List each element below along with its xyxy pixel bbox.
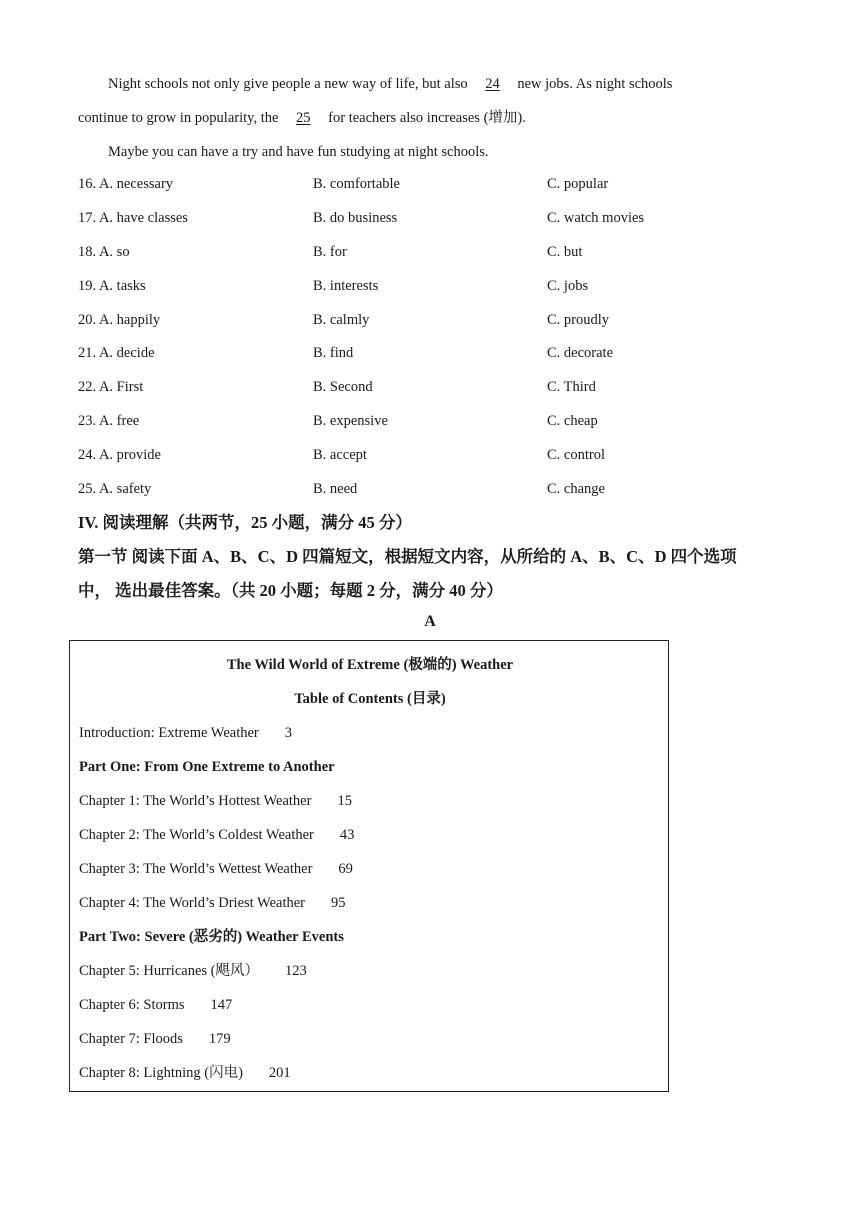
option-row — [78, 174, 778, 208]
toc-entry — [79, 791, 352, 811]
option-a: 25. A. safety — [78, 481, 152, 498]
toc-entry-page: 43 — [339, 827, 355, 843]
option-row — [78, 343, 778, 377]
option-b: B. need — [313, 481, 358, 498]
option-b: B. accept — [313, 447, 367, 464]
toc-entry-page: 3 — [284, 725, 292, 741]
toc-entry-label: Part Two: Severe (恶劣的) Weather Events — [79, 929, 344, 945]
section-instruction-line-2: 中， 选出最佳答案。（共 20 小题；每题 2 分，满分 40 分） — [78, 581, 503, 600]
toc-entry-label: Introduction: Extreme Weather — [79, 725, 259, 741]
passage-line-1 — [108, 74, 808, 94]
toc-entry-page: 147 — [210, 997, 233, 1013]
option-a: 19. A. tasks — [78, 277, 146, 294]
option-a: 20. A. happily — [78, 311, 161, 328]
toc-entry — [79, 723, 292, 743]
toc-part-heading — [79, 757, 335, 777]
option-a: 21. A. decide — [78, 345, 155, 362]
toc-entry-label: Chapter 6: Storms — [79, 997, 185, 1013]
toc-entry — [79, 1063, 291, 1083]
passage-text: continue to grow in popularity, the — [78, 110, 279, 126]
table-of-contents-box — [69, 640, 669, 1092]
toc-entry — [79, 859, 353, 879]
option-row — [78, 445, 778, 479]
option-c: C. decorate — [547, 345, 614, 362]
option-c: C. change — [547, 481, 605, 498]
option-b: B. comfortable — [313, 176, 400, 192]
option-a: 22. A. First — [78, 379, 144, 396]
section-instruction-line-1: 第一节 阅读下面 A、B、C、D 四篇短文，根据短文内容，从所给的 A、B、C、D 四个选项 — [78, 547, 737, 566]
option-b: B. calmly — [313, 311, 370, 328]
blank-24: 24 — [485, 76, 500, 92]
toc-entry — [79, 995, 232, 1015]
option-b: B. Second — [313, 379, 373, 396]
option-c: C. Third — [547, 379, 596, 396]
toc-entry-page: 15 — [337, 793, 352, 809]
toc-heading: Table of Contents (目录) — [294, 691, 446, 707]
option-row — [78, 411, 778, 445]
option-b: B. do business — [313, 209, 398, 226]
option-row — [78, 276, 778, 310]
toc-entry — [79, 893, 346, 913]
option-a: 23. A. free — [78, 413, 140, 430]
option-b: B. expensive — [313, 413, 388, 430]
toc-entry — [79, 961, 307, 981]
blank-25: 25 — [296, 110, 311, 126]
toc-entry-page: 69 — [338, 861, 353, 877]
passage-letter: A — [424, 613, 436, 630]
passage-line-3: Maybe you can have a try and have fun studying at night schools. — [108, 144, 489, 160]
option-a: 24. A. provide — [78, 447, 161, 464]
toc-entry-label: Chapter 8: Lightning (闪电) — [79, 1065, 243, 1081]
toc-entry-label: Chapter 1: The World’s Hottest Weather — [79, 793, 312, 809]
option-a: 16. A. necessary — [78, 176, 174, 192]
options-list — [78, 174, 778, 513]
toc-entry-label: Part One: From One Extreme to Another — [79, 759, 335, 775]
option-row — [78, 377, 778, 411]
option-row — [78, 242, 778, 276]
toc-entry-label: Chapter 5: Hurricanes (飓风） — [79, 963, 259, 979]
toc-entry-label: Chapter 7: Floods — [79, 1031, 183, 1047]
passage-text: for teachers also increases (增加). — [328, 110, 526, 126]
option-b: B. interests — [313, 277, 379, 294]
toc-entry-page: 95 — [331, 895, 346, 911]
toc-entry-label: Chapter 4: The World’s Driest Weather — [79, 895, 305, 911]
passage-text: new jobs. As night schools — [517, 76, 673, 92]
option-c: C. control — [547, 447, 605, 464]
option-c: C. but — [547, 243, 583, 260]
option-c: C. proudly — [547, 311, 610, 328]
option-c: C. watch movies — [547, 209, 645, 226]
option-c: C. popular — [547, 176, 609, 192]
option-b: B. find — [313, 345, 354, 362]
toc-entry — [79, 1029, 231, 1049]
option-row — [78, 208, 778, 242]
option-b: B. for — [313, 243, 347, 260]
option-row — [78, 310, 778, 344]
option-c: C. cheap — [547, 413, 598, 430]
toc-entry-page: 201 — [268, 1065, 291, 1081]
option-a: 18. A. so — [78, 243, 130, 260]
passage-text: Night schools not only give people a new way of life, but also — [108, 76, 468, 92]
section-title: IV. 阅读理解（共两节，25 小题，满分 45 分） — [78, 513, 412, 532]
toc-part-heading — [79, 927, 344, 947]
toc-entry-page: 179 — [208, 1031, 231, 1047]
toc-entry-page: 123 — [285, 963, 307, 979]
book-title: The Wild World of Extreme (极端的) Weather — [226, 657, 514, 673]
passage-line-2 — [78, 108, 778, 128]
toc-entry-label: Chapter 2: The World’s Coldest Weather — [79, 827, 314, 843]
option-row — [78, 479, 778, 513]
toc-entry — [79, 825, 354, 845]
toc-entry-label: Chapter 3: The World’s Wettest Weather — [79, 861, 313, 877]
option-c: C. jobs — [547, 277, 589, 294]
option-a: 17. A. have classes — [78, 209, 188, 226]
